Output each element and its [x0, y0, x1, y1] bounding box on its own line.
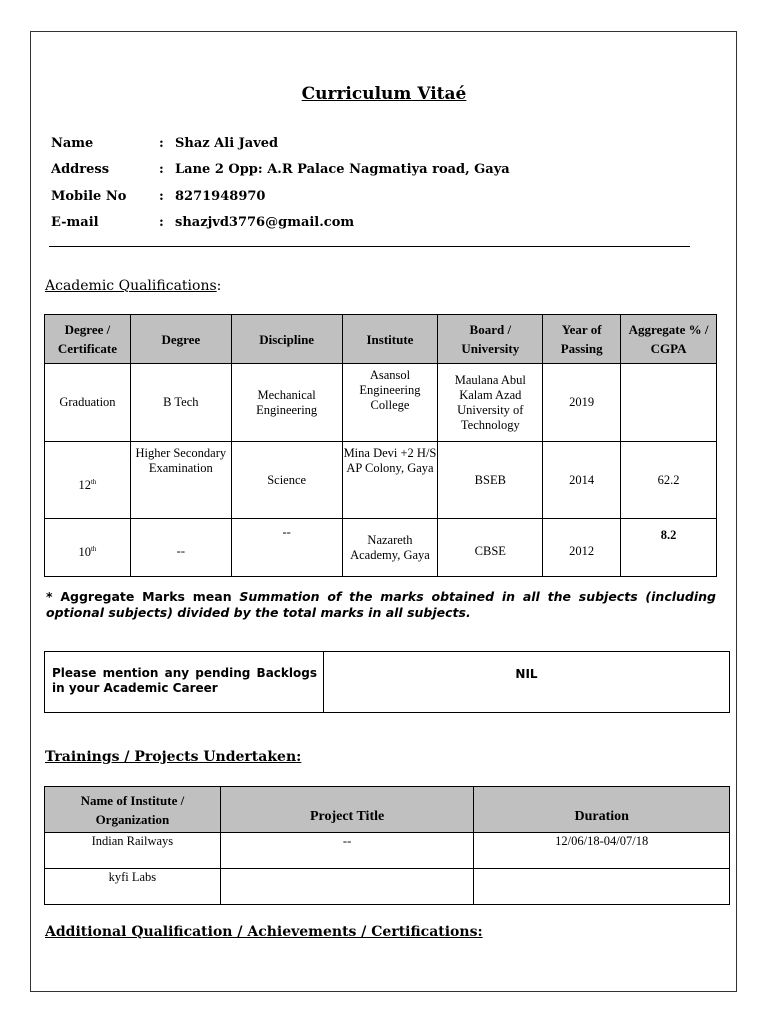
table-row — [45, 869, 730, 905]
additional-heading: Additional Qualification / Achievements / Certifications: — [45, 924, 483, 940]
academic-heading — [45, 278, 221, 294]
column-header: Duration — [474, 787, 730, 833]
note-definition: Summation of the marks obtained in all the subjects (including optional subjects) divided by the total marks in all subjects. — [46, 589, 717, 620]
table-cell: Mechanical Engineering — [231, 364, 342, 442]
projects-table — [44, 786, 730, 905]
table-row — [45, 519, 717, 577]
table-cell: 2019 — [543, 364, 621, 442]
ordinal-suffix: th — [90, 478, 97, 487]
table-cell: Maulana Abul Kalam Azad University of Technology — [438, 364, 543, 442]
column-header: Degree — [130, 315, 231, 364]
backlog-question: Please mention any pending Backlogs in your Academic Career — [45, 652, 324, 712]
info-row-mobile — [51, 183, 510, 210]
table-cell: Indian Railways — [45, 833, 221, 869]
ordinal-number: 12 — [78, 478, 91, 493]
table-cell: CBSE — [438, 519, 543, 577]
projects-heading: Trainings / Projects Undertaken: — [45, 749, 302, 765]
info-colon: : — [159, 135, 164, 151]
column-header: Discipline — [231, 315, 342, 364]
table-cell: Science — [231, 442, 342, 519]
info-row-address — [51, 157, 510, 184]
table-cell: B Tech — [130, 364, 231, 442]
table-row — [45, 833, 730, 869]
table-cell: -- — [220, 833, 474, 869]
table-cell: 2014 — [543, 442, 621, 519]
table-cell — [474, 869, 730, 905]
info-colon: : — [159, 162, 164, 178]
column-header: Board / University — [438, 315, 543, 364]
info-label: E-mail — [51, 215, 99, 231]
ordinal-number: 10 — [78, 545, 91, 560]
table-cell — [621, 364, 717, 442]
backlog-answer: NIL — [515, 667, 538, 681]
table-header-row — [45, 787, 730, 833]
column-header: Institute — [342, 315, 438, 364]
table-cell — [220, 869, 474, 905]
table-cell: Higher Secondary Examination — [130, 442, 231, 519]
info-label: Mobile No — [51, 188, 127, 204]
table-cell: -- — [231, 519, 342, 577]
aggregate-note — [46, 589, 716, 621]
info-value: Lane 2 Opp: A.R Palace Nagmatiya road, Gaya — [175, 162, 510, 178]
column-header: Project Title — [220, 787, 474, 833]
table-cell: BSEB — [438, 442, 543, 519]
table-cell: Mina Devi +2 H/S AP Colony, Gaya — [342, 442, 438, 519]
ordinal-suffix: th — [90, 544, 97, 553]
table-cell: Graduation — [45, 364, 131, 442]
divider — [49, 246, 690, 247]
email-value[interactable]: shazjvd3776@gmail.com — [175, 215, 355, 231]
table-row — [45, 364, 717, 442]
table-cell: -- — [130, 519, 231, 577]
table-cell: Asansol Engineering College — [342, 364, 438, 442]
column-header: Degree / Certificate — [45, 315, 131, 364]
info-label: Name — [51, 135, 94, 151]
note-prefix: * Aggregate Marks mean — [46, 589, 240, 604]
table-cell: Nazareth Academy, Gaya — [342, 519, 438, 577]
column-header: Year of Passing — [543, 315, 621, 364]
table-cell: kyfi Labs — [45, 869, 221, 905]
info-colon: : — [159, 215, 164, 231]
info-colon: : — [159, 188, 164, 204]
info-value: Shaz Ali Javed — [175, 135, 279, 151]
academic-heading-colon: : — [216, 278, 222, 294]
page-title: Curriculum Vitaé — [301, 84, 467, 104]
table-row — [45, 442, 717, 519]
info-label: Address — [51, 162, 110, 178]
info-row-email — [51, 210, 510, 237]
table-cell — [45, 519, 131, 577]
info-value: 8271948970 — [175, 188, 266, 204]
column-header: Aggregate % / CGPA — [621, 315, 717, 364]
table-cell: 8.2 — [621, 519, 717, 577]
table-cell: 62.2 — [621, 442, 717, 519]
academic-heading-text: Academic Qualifications — [45, 278, 217, 294]
column-header: Name of Institute / Organization — [45, 787, 221, 833]
personal-info — [51, 130, 510, 236]
academic-table — [44, 314, 717, 577]
table-cell — [45, 442, 131, 519]
backlog-box — [44, 651, 730, 713]
table-cell: 12/06/18-04/07/18 — [474, 833, 730, 869]
table-header-row — [45, 315, 717, 364]
info-row-name — [51, 130, 510, 157]
table-cell: 2012 — [543, 519, 621, 577]
